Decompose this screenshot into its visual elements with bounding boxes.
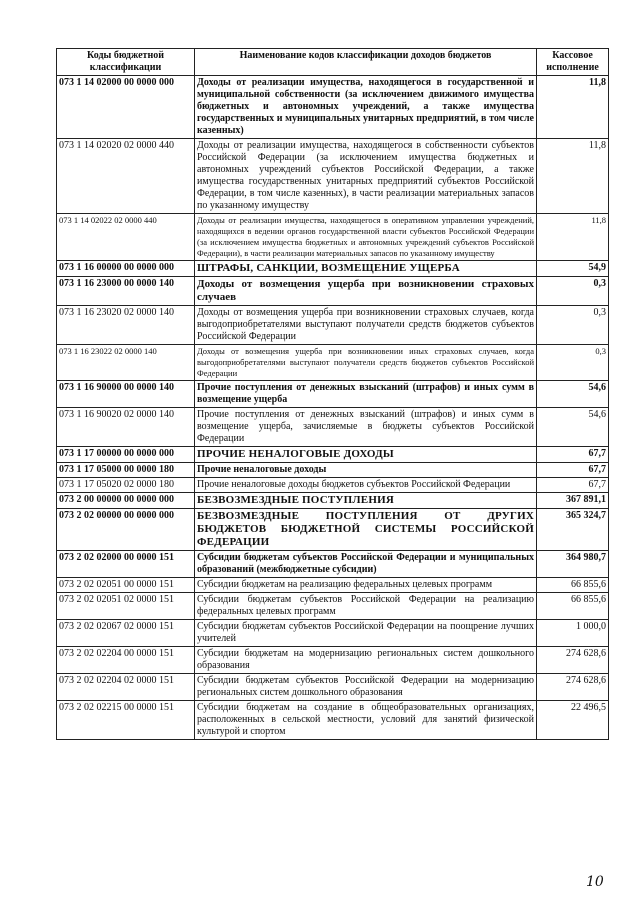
row-amount: 0,3 [537,306,609,345]
table-row [57,76,609,139]
table-row [57,620,609,647]
row-name: ПРОЧИЕ НЕНАЛОГОВЫЕ ДОХОДЫ [195,447,537,463]
table-row [57,381,609,408]
row-code: 073 2 02 02067 02 0000 151 [57,620,195,647]
row-name: Субсидии бюджетам субъектов Российской Федерации и муниципальных образований (межбюджетные субсидии) [195,551,537,578]
table-row [57,647,609,674]
row-amount: 364 980,7 [537,551,609,578]
row-name: Субсидии бюджетам субъектов Российской Федерации на поощрение лучших учителей [195,620,537,647]
row-amount: 67,7 [537,447,609,463]
row-code: 073 1 16 23000 00 0000 140 [57,277,195,306]
row-amount: 67,7 [537,463,609,478]
row-code: 073 1 16 23022 02 0000 140 [57,345,195,381]
table-row [57,277,609,306]
row-code: 073 1 17 00000 00 0000 000 [57,447,195,463]
row-code: 073 1 14 02022 02 0000 440 [57,214,195,261]
table-row [57,478,609,493]
row-name: Доходы от возмещения ущерба при возникновении страховых случаев, когда выгодоприобретателями выступают получатели средств бюджетов субъектов Российской Федерации [195,306,537,345]
row-amount: 367 891,1 [537,493,609,509]
row-name: БЕЗВОЗМЕЗДНЫЕ ПОСТУПЛЕНИЯ ОТ ДРУГИХ БЮДЖЕТОВ БЮДЖЕТНОЙ СИСТЕМЫ РОССИЙСКОЙ ФЕДЕРАЦИИ [195,509,537,551]
row-code: 073 2 02 02215 00 0000 151 [57,701,195,740]
row-amount: 274 628,6 [537,674,609,701]
row-name: ШТРАФЫ, САНКЦИИ, ВОЗМЕЩЕНИЕ УЩЕРБА [195,261,537,277]
row-name: Субсидии бюджетам субъектов Российской Федерации на реализацию федеральных целевых программ [195,593,537,620]
row-amount: 365 324,7 [537,509,609,551]
table-row [57,593,609,620]
row-code: 073 1 17 05000 00 0000 180 [57,463,195,478]
row-name: Доходы от реализации имущества, находящегося в собственности субъектов Российской Федерации (за исключением имущества бюджетных и автономных учреждений субъектов Российской Федерации, а также имущества государственных унитарных предприятий субъектов Российской Федерации, в том числе казенных), в части реализации материальных запасов по указанному имуществу [195,139,537,214]
row-amount: 11,8 [537,139,609,214]
table-row [57,139,609,214]
row-code: 073 1 16 90020 02 0000 140 [57,408,195,447]
row-code: 073 2 00 00000 00 0000 000 [57,493,195,509]
table-row [57,578,609,593]
row-code: 073 2 02 00000 00 0000 000 [57,509,195,551]
row-code: 073 1 14 02000 00 0000 000 [57,76,195,139]
table-row [57,674,609,701]
row-name: Субсидии бюджетам на реализацию федеральных целевых программ [195,578,537,593]
row-amount: 54,6 [537,408,609,447]
row-code: 073 1 16 00000 00 0000 000 [57,261,195,277]
row-amount: 66 855,6 [537,578,609,593]
row-name: Субсидии бюджетам субъектов Российской Федерации на модернизацию региональных систем дошкольного образования [195,674,537,701]
table-body [57,76,609,740]
row-code: 073 2 02 02051 02 0000 151 [57,593,195,620]
row-code: 073 1 16 23020 02 0000 140 [57,306,195,345]
row-name: Доходы от реализации имущества, находящегося в оперативном управлении учреждений, находящихся в ведении органов государственной власти субъектов Российской Федерации (за исключением имущества бюджетных и автономных учреждений субъектов Российской Федерации), в части реализации материальных запасов по указанному имуществу [195,214,537,261]
row-name: Доходы от возмещения ущерба при возникновении страховых случаев [195,277,537,306]
table-row [57,551,609,578]
row-code: 073 1 17 05020 02 0000 180 [57,478,195,493]
row-name: Субсидии бюджетам на создание в общеобразовательных организациях, расположенных в сельской местности, условий для занятий физической культурой и спортом [195,701,537,740]
row-amount: 54,9 [537,261,609,277]
table-row [57,306,609,345]
row-code: 073 2 02 02204 00 0000 151 [57,647,195,674]
row-name: БЕЗВОЗМЕЗДНЫЕ ПОСТУПЛЕНИЯ [195,493,537,509]
row-amount: 1 000,0 [537,620,609,647]
table-row [57,701,609,740]
row-code: 073 2 02 02204 02 0000 151 [57,674,195,701]
row-code: 073 1 16 90000 00 0000 140 [57,381,195,408]
row-amount: 0,3 [537,277,609,306]
row-amount: 0,3 [537,345,609,381]
row-amount: 11,8 [537,214,609,261]
row-name: Субсидии бюджетам на модернизацию региональных систем дошкольного образования [195,647,537,674]
row-name: Прочие поступления от денежных взысканий (штрафов) и иных сумм в возмещение ущерба, зачисляемые в бюджеты субъектов Российской Федерации [195,408,537,447]
row-code: 073 1 14 02020 02 0000 440 [57,139,195,214]
table-row [57,493,609,509]
row-amount: 54,6 [537,381,609,408]
header-code: Коды бюджетной классификации [57,49,195,76]
row-name: Прочие неналоговые доходы [195,463,537,478]
row-code: 073 2 02 02000 00 0000 151 [57,551,195,578]
row-name: Прочие неналоговые доходы бюджетов субъектов Российской Федерации [195,478,537,493]
header-name: Наименование кодов классификации доходов бюджетов [195,49,537,76]
row-amount: 11,8 [537,76,609,139]
revenue-table [56,48,609,740]
row-amount: 66 855,6 [537,593,609,620]
row-name: Доходы от возмещения ущерба при возникновении иных страховых случаев, когда выгодоприобретателями выступают получатели средств бюджетов субъектов Российской Федерации [195,345,537,381]
row-amount: 22 496,5 [537,701,609,740]
table-row [57,345,609,381]
table-row [57,463,609,478]
row-amount: 67,7 [537,478,609,493]
row-name: Прочие поступления от денежных взысканий (штрафов) и иных сумм в возмещение ущерба [195,381,537,408]
table-row [57,447,609,463]
page-number: 10 [586,874,604,890]
table-header-row [57,49,609,76]
table-row [57,509,609,551]
row-code: 073 2 02 02051 00 0000 151 [57,578,195,593]
table-row [57,408,609,447]
table-row [57,261,609,277]
table-row [57,214,609,261]
row-amount: 274 628,6 [537,647,609,674]
row-name: Доходы от реализации имущества, находящегося в государственной и муниципальной собственности (за исключением движимого имущества бюджетных и автономных учреждений, а также имущества государственных и муниципальных унитарных предприятий, в том числе казенных) [195,76,537,139]
header-amount: Кассовое исполнение [537,49,609,76]
